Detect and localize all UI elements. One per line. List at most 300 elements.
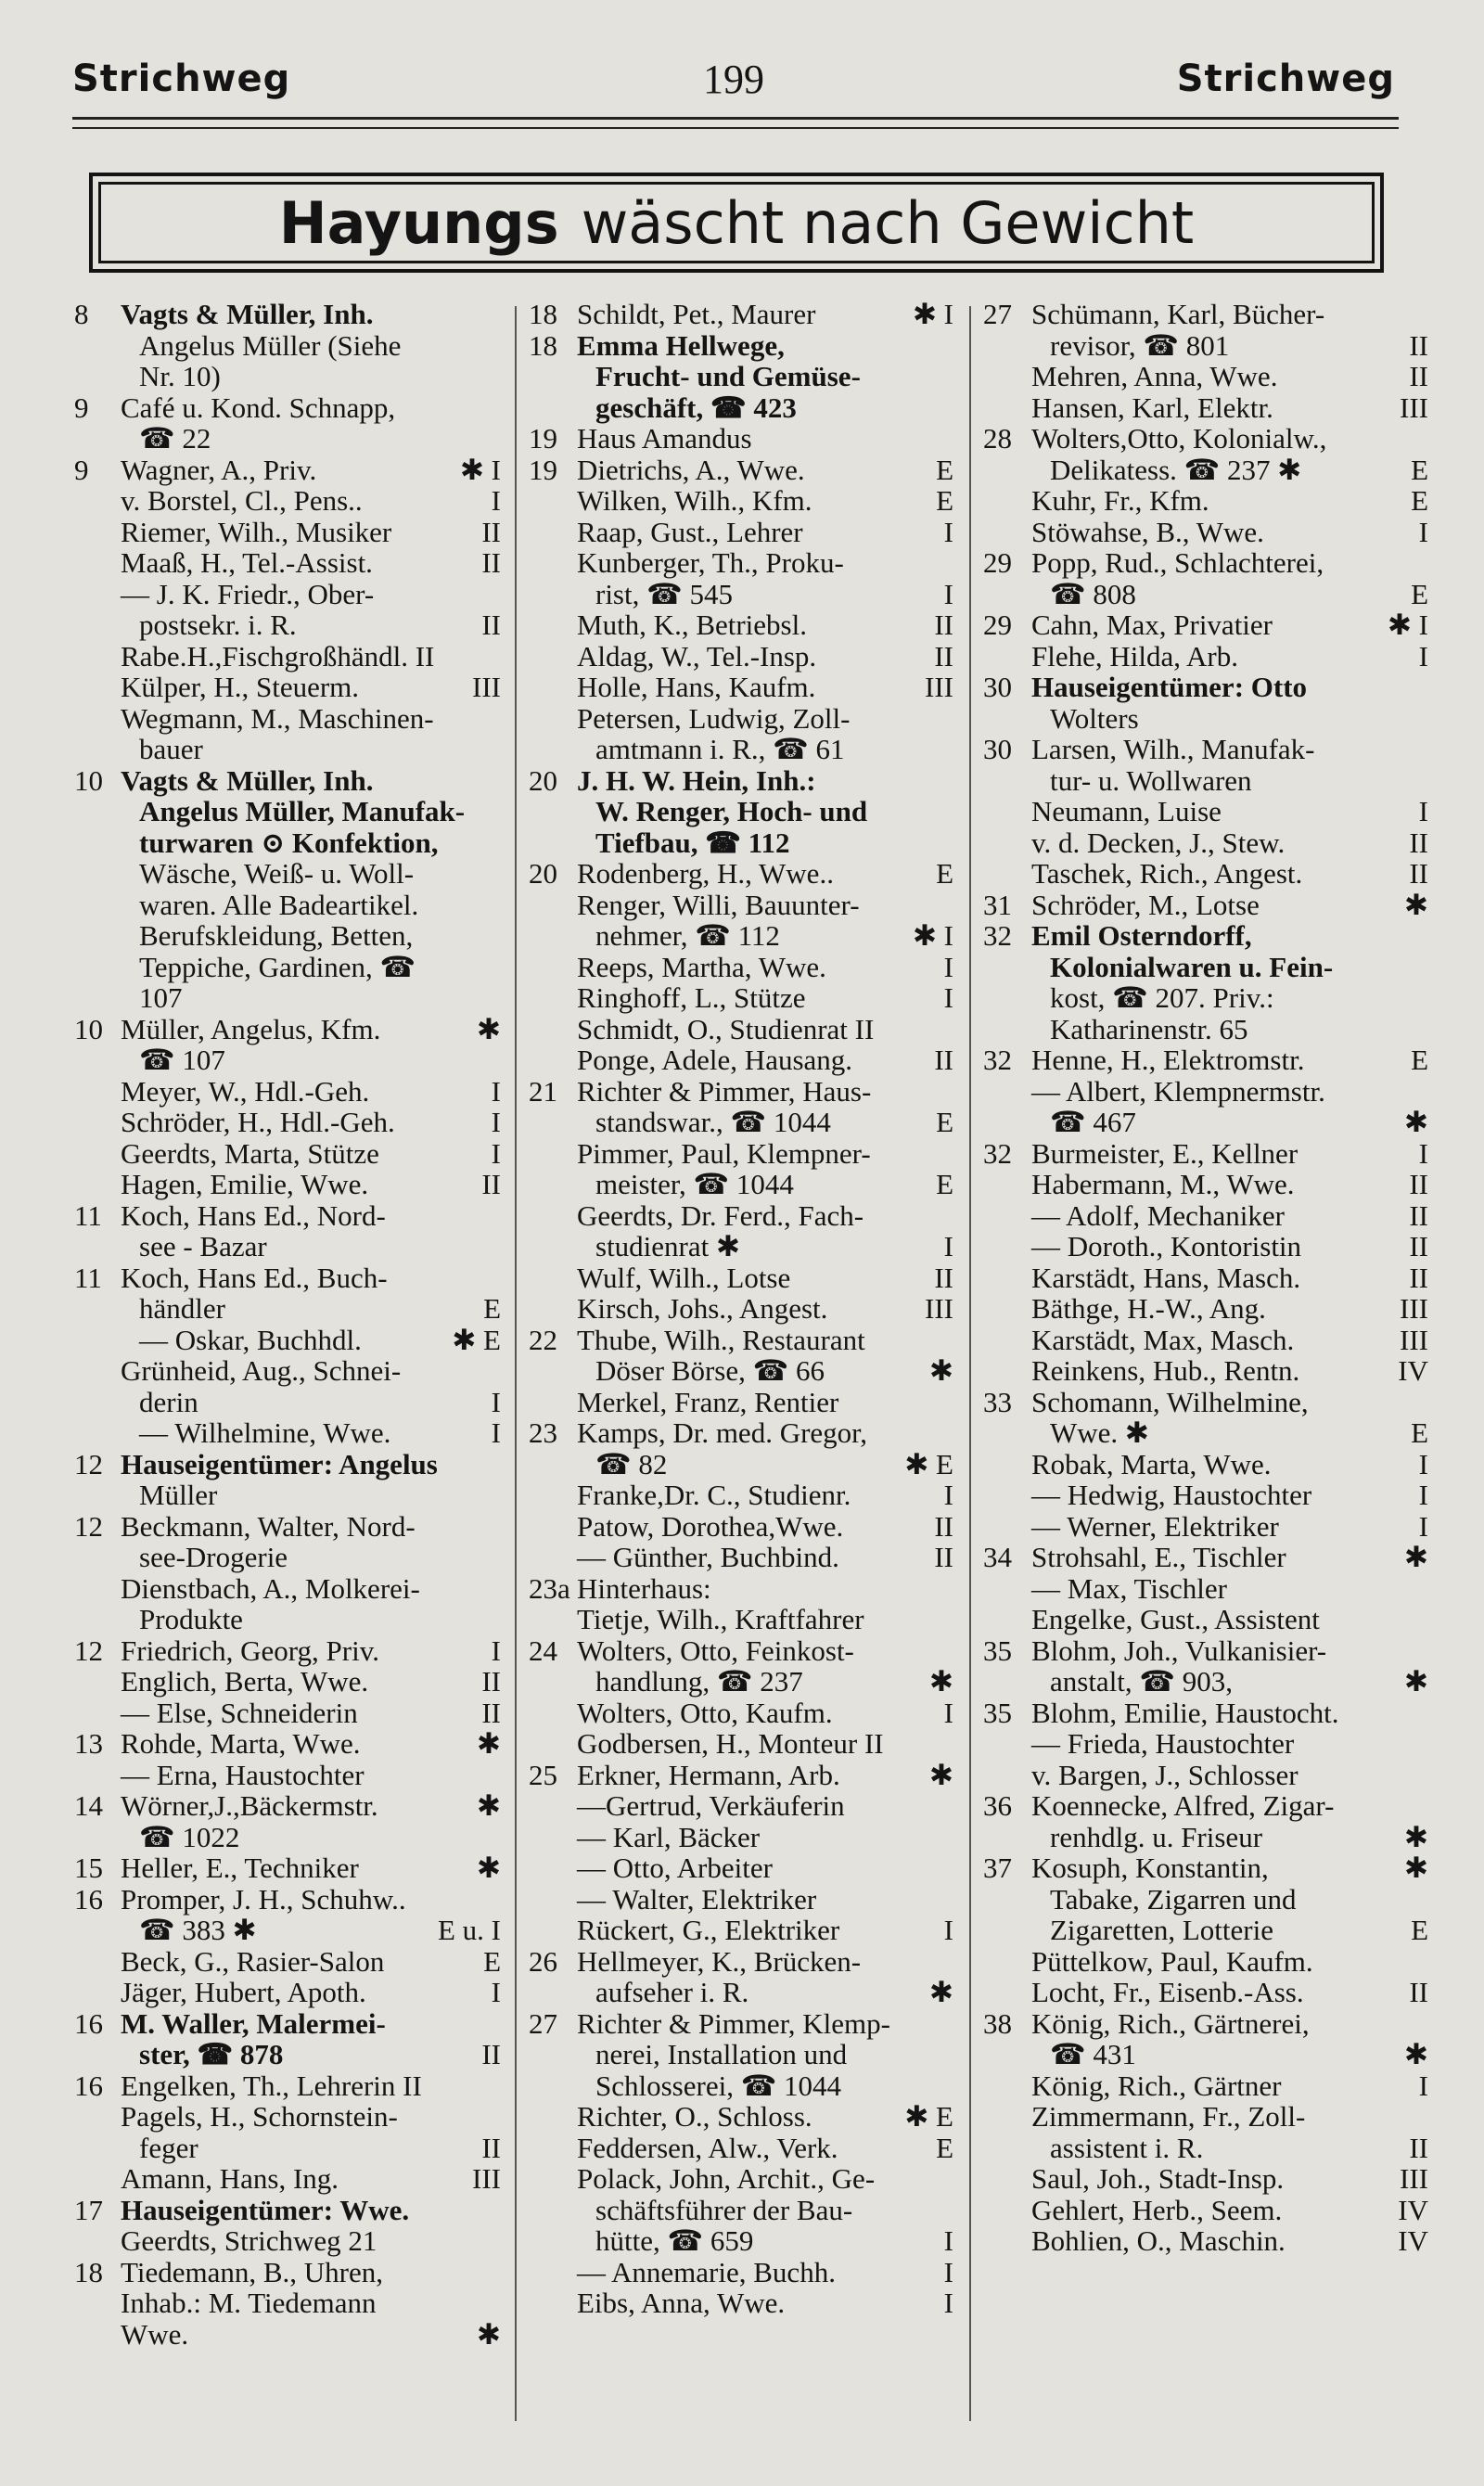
directory-entry-line xyxy=(74,703,501,735)
resident-entry: Wolters,Otto, Kolonialw., xyxy=(1031,422,1327,455)
house-number: 37 xyxy=(983,1852,1012,1884)
directory-entry-line xyxy=(529,2225,953,2257)
directory-entry-line xyxy=(74,1449,501,1480)
resident-entry: — Werner, Elektriker xyxy=(1031,1509,1279,1543)
resident-entry: Habermann, M., Wwe. xyxy=(1031,1168,1295,1200)
resident-entry: Saul, Joh., Stadt-Insp. xyxy=(1031,2162,1285,2195)
resident-entry: Richter & Pimmer, Haus- xyxy=(577,1074,872,1108)
floor-marker: I xyxy=(1418,795,1428,827)
directory-entry-line xyxy=(983,1449,1428,1480)
directory-entry-line xyxy=(983,1822,1428,1853)
ad-slogan: wäscht nach Gewicht xyxy=(581,188,1195,257)
directory-entry-line xyxy=(529,1946,953,1978)
house-number: 32 xyxy=(983,1044,1012,1076)
directory-entry-line xyxy=(983,1760,1428,1791)
house-number: 32 xyxy=(983,1136,1012,1170)
resident-entry: Ponge, Adele, Hausang. xyxy=(577,1044,853,1076)
resident-entry: Hansen, Karl, Elektr. xyxy=(1031,391,1273,424)
resident-entry: Rabe.H.,Fischgroßhändl. II xyxy=(121,639,435,673)
resident-entry: —Gertrud, Verkäuferin xyxy=(577,1789,845,1822)
directory-entry-line xyxy=(529,641,953,673)
directory-entry-line xyxy=(529,982,953,1014)
resident-entry: Wolters xyxy=(1050,701,1139,735)
house-number: 30 xyxy=(983,671,1012,703)
directory-entry-line xyxy=(74,765,501,797)
directory-entry-line xyxy=(74,672,501,703)
floor-marker: ✱ xyxy=(929,1758,953,1791)
resident-entry: ☎ 431 xyxy=(1050,2038,1136,2070)
directory-column-1 xyxy=(74,299,501,2469)
floor-marker: ✱ xyxy=(1404,1852,1428,1884)
directory-entry-line xyxy=(529,1790,953,1822)
resident-entry: Tiedemann, B., Uhren, xyxy=(121,2255,383,2288)
resident-entry: Inhab.: M. Tiedemann xyxy=(121,2287,377,2319)
directory-column-2 xyxy=(529,299,953,2469)
resident-entry: Pagels, H., Schornstein- xyxy=(121,2100,398,2133)
house-number: 18 xyxy=(529,298,557,330)
header-rule xyxy=(72,117,1399,120)
directory-entry-line xyxy=(74,1977,501,2008)
directory-entry-line xyxy=(983,920,1428,952)
house-number: 31 xyxy=(983,888,1012,921)
floor-marker: I xyxy=(1418,515,1428,548)
floor-marker: IV xyxy=(1398,1354,1428,1387)
resident-entry: ster, ☎ 878 xyxy=(139,2038,284,2070)
floor-marker: ✱ xyxy=(1404,888,1428,921)
directory-entry-line xyxy=(983,547,1428,579)
directory-entry-line xyxy=(529,1511,953,1543)
house-number: 15 xyxy=(74,1852,103,1884)
directory-entry-line xyxy=(529,2163,953,2195)
resident-entry: Kirsch, Johs., Angest. xyxy=(577,1292,828,1325)
directory-entry-line xyxy=(529,1666,953,1698)
resident-entry: Dienstbach, A., Molkerei- xyxy=(121,1571,420,1605)
resident-entry: Wilken, Wilh., Kfm. xyxy=(577,484,812,517)
directory-entry-line xyxy=(983,1666,1428,1698)
directory-entry-line xyxy=(74,1169,501,1200)
resident-entry: Renger, Willi, Bauunter- xyxy=(577,888,860,921)
house-number: 20 xyxy=(529,857,557,890)
resident-entry: waren. Alle Badeartikel. xyxy=(139,888,419,921)
directory-entry-line xyxy=(983,361,1428,392)
resident-entry: Külper, H., Steuerm. xyxy=(121,671,360,703)
floor-marker: I xyxy=(943,2287,953,2319)
resident-entry: Reeps, Martha, Wwe. xyxy=(577,950,826,983)
directory-entry-line xyxy=(983,952,1428,983)
directory-entry-line xyxy=(983,1107,1428,1138)
resident-entry: bauer xyxy=(139,733,203,765)
resident-entry: Emil Osterndorff, xyxy=(1031,919,1252,952)
house-number: 23a xyxy=(529,1571,570,1605)
house-number: 11 xyxy=(74,1198,102,1232)
directory-entry-line xyxy=(74,1044,501,1076)
resident-entry: Henne, H., Elektromstr. xyxy=(1031,1044,1305,1076)
directory-entry-line xyxy=(529,1325,953,1356)
house-number: 11 xyxy=(74,1261,102,1294)
resident-entry: Wwe. xyxy=(121,2317,189,2351)
directory-entry-line xyxy=(983,1014,1428,1045)
resident-entry: Bohlien, O., Maschin. xyxy=(1031,2224,1286,2257)
floor-marker: ✱ E xyxy=(904,1447,953,1480)
floor-marker: ✱ I xyxy=(1387,609,1428,641)
directory-entry-line xyxy=(74,1355,501,1387)
directory-entry-line xyxy=(74,1417,501,1449)
resident-entry: Schlosserei, ☎ 1044 xyxy=(595,2069,842,2102)
resident-entry: standswar., ☎ 1044 xyxy=(595,1106,831,1138)
directory-entry-line xyxy=(529,1480,953,1511)
house-number: 34 xyxy=(983,1541,1012,1573)
directory-entry-line xyxy=(983,2070,1428,2102)
floor-marker: II xyxy=(1409,1976,1428,2008)
directory-entry-line xyxy=(529,1728,953,1760)
house-number: 17 xyxy=(74,2193,103,2226)
floor-marker: III xyxy=(472,671,501,703)
directory-entry-line xyxy=(529,2070,953,2102)
house-number: 10 xyxy=(74,1012,103,1045)
directory-entry-line xyxy=(529,1138,953,1170)
resident-entry: Richter, O., Schloss. xyxy=(577,2100,812,2133)
floor-marker: II xyxy=(481,1696,501,1729)
resident-entry: Engelke, Gust., Assistent xyxy=(1031,1603,1320,1635)
directory-entry-line xyxy=(983,1169,1428,1200)
floor-marker: I xyxy=(491,1634,501,1667)
directory-entry-line xyxy=(983,1604,1428,1635)
directory-entry-line xyxy=(983,330,1428,362)
directory-entry-line xyxy=(529,2257,953,2288)
resident-entry: Emma Hellwege, xyxy=(577,328,785,362)
resident-entry: Stöwahse, B., Wwe. xyxy=(1031,515,1264,548)
directory-entry-line xyxy=(983,485,1428,517)
directory-entry-line xyxy=(74,1852,501,1884)
resident-entry: Aldag, W., Tel.-Insp. xyxy=(577,639,817,673)
floor-marker: III xyxy=(925,1292,953,1325)
directory-entry-line xyxy=(529,1417,953,1449)
resident-entry: Maaß, H., Tel.-Assist. xyxy=(121,546,373,579)
directory-entry-line xyxy=(983,1977,1428,2008)
resident-entry: ☎ 808 xyxy=(1050,577,1136,610)
resident-entry: v. d. Decken, J., Stew. xyxy=(1031,826,1286,859)
resident-entry: Müller xyxy=(139,1479,218,1511)
directory-entry-line xyxy=(74,1728,501,1760)
floor-marker: ✱ xyxy=(929,1665,953,1698)
resident-entry: rist, ☎ 545 xyxy=(595,577,733,610)
resident-entry: Tiefbau, ☎ 112 xyxy=(595,826,790,859)
resident-entry: Feddersen, Alw., Verk. xyxy=(577,2131,838,2164)
resident-entry: Schröder, M., Lotse xyxy=(1031,888,1260,921)
directory-entry-line xyxy=(529,1107,953,1138)
directory-entry-line xyxy=(983,579,1428,610)
house-number: 16 xyxy=(74,2069,103,2102)
directory-entry-line xyxy=(74,827,501,859)
resident-entry: turwaren ⊙ Konfektion, xyxy=(139,826,439,859)
resident-entry: — Walter, Elektriker xyxy=(577,1882,817,1916)
directory-entry-line xyxy=(529,361,953,392)
floor-marker: II xyxy=(934,639,953,673)
directory-entry-line xyxy=(74,392,501,424)
directory-entry-line xyxy=(74,952,501,983)
resident-entry: Hauseigentümer: Angelus xyxy=(121,1447,438,1480)
directory-entry-line xyxy=(529,2287,953,2319)
directory-entry-line xyxy=(74,1014,501,1045)
advertisement-banner xyxy=(89,173,1384,273)
floor-marker: E u. I xyxy=(437,1914,501,1946)
directory-entry-line xyxy=(529,1915,953,1946)
resident-entry: Richter & Pimmer, Klemp- xyxy=(577,2006,890,2040)
directory-entry-line xyxy=(529,1852,953,1884)
floor-marker: E xyxy=(936,2131,953,2164)
house-number: 18 xyxy=(529,328,557,362)
directory-entry-line xyxy=(983,1915,1428,1946)
resident-entry: — Doroth., Kontoristin xyxy=(1031,1230,1302,1262)
floor-marker: I xyxy=(943,1696,953,1729)
floor-marker: I xyxy=(1418,1509,1428,1543)
resident-entry: händler xyxy=(139,1292,225,1325)
directory-entry-line xyxy=(983,2008,1428,2040)
directory-entry-line xyxy=(529,920,953,952)
directory-entry-line xyxy=(529,547,953,579)
directory-entry-line xyxy=(983,2039,1428,2070)
resident-entry: Zimmermann, Fr., Zoll- xyxy=(1031,2100,1306,2133)
floor-marker: I xyxy=(491,1385,501,1418)
floor-marker: ✱ xyxy=(1404,1820,1428,1853)
house-number: 35 xyxy=(983,1634,1012,1667)
resident-entry: ☎ 383 ✱ xyxy=(139,1914,257,1946)
directory-entry-line xyxy=(983,1790,1428,1822)
directory-entry-line xyxy=(983,858,1428,890)
resident-entry: Tietje, Wilh., Kraftfahrer xyxy=(577,1603,864,1635)
resident-entry: — Adolf, Mechaniker xyxy=(1031,1198,1285,1232)
directory-entry-line xyxy=(74,2287,501,2319)
house-number: 32 xyxy=(983,919,1012,952)
directory-entry-line xyxy=(983,455,1428,486)
floor-marker: ✱ xyxy=(477,1727,501,1760)
directory-entry-line xyxy=(983,1698,1428,1729)
directory-entry-line xyxy=(529,517,953,548)
floor-marker: I xyxy=(943,577,953,610)
directory-entry-line xyxy=(529,1542,953,1573)
floor-marker: E xyxy=(1411,453,1428,486)
floor-marker: E xyxy=(936,1168,953,1200)
resident-entry: Teppiche, Gardinen, ☎ xyxy=(139,950,416,983)
resident-entry: Erkner, Hermann, Arb. xyxy=(577,1758,840,1791)
resident-entry: postsekr. i. R. xyxy=(139,609,297,641)
house-number: 21 xyxy=(529,1074,557,1108)
directory-entry-line xyxy=(74,1946,501,1978)
directory-entry-line xyxy=(983,1728,1428,1760)
directory-entry-line xyxy=(983,1573,1428,1605)
floor-marker: E xyxy=(483,1944,501,1978)
directory-entry-line xyxy=(74,1604,501,1635)
directory-entry-line xyxy=(74,1200,501,1232)
directory-entry-line xyxy=(983,1480,1428,1511)
floor-marker: IV xyxy=(1398,2224,1428,2257)
resident-entry: — Max, Tischler xyxy=(1031,1571,1227,1605)
resident-entry: handlung, ☎ 237 xyxy=(595,1665,803,1698)
resident-entry: Delikatess. ☎ 237 ✱ xyxy=(1050,453,1302,486)
floor-marker: II xyxy=(1409,1168,1428,1200)
directory-entry-line xyxy=(74,890,501,921)
floor-marker: I xyxy=(943,950,953,983)
resident-entry: Wörner,J.,Bäckermstr. xyxy=(121,1789,378,1822)
house-number: 29 xyxy=(983,609,1012,641)
floor-marker: I xyxy=(1418,1136,1428,1170)
directory-entry-line xyxy=(74,641,501,673)
resident-entry: 107 xyxy=(139,981,183,1014)
floor-marker: III xyxy=(472,2162,501,2195)
directory-entry-line xyxy=(983,1262,1428,1294)
directory-entry-line xyxy=(529,858,953,890)
directory-entry-line xyxy=(983,827,1428,859)
resident-entry: Riemer, Wilh., Musiker xyxy=(121,515,392,548)
floor-marker: I xyxy=(943,2255,953,2288)
directory-entry-line xyxy=(983,1138,1428,1170)
floor-marker: ✱ I xyxy=(912,919,953,952)
resident-entry: Vagts & Müller, Inh. xyxy=(121,298,374,330)
house-number: 36 xyxy=(983,1789,1012,1822)
resident-entry: ☎ 22 xyxy=(139,422,211,455)
directory-entry-line xyxy=(983,1076,1428,1108)
floor-marker: II xyxy=(481,1168,501,1200)
directory-entry-line xyxy=(74,2008,501,2040)
directory-entry-line xyxy=(529,1822,953,1853)
resident-entry: Gehlert, Herb., Seem. xyxy=(1031,2193,1283,2226)
resident-entry: — Hedwig, Haustochter xyxy=(1031,1479,1312,1511)
running-head xyxy=(72,54,1395,109)
resident-entry: Angelus Müller, Manufak- xyxy=(139,795,466,827)
floor-marker: II xyxy=(1409,1261,1428,1294)
resident-entry: Karstädt, Hans, Masch. xyxy=(1031,1261,1301,1294)
directory-entry-line xyxy=(74,2070,501,2102)
resident-entry: Schildt, Pet., Maurer xyxy=(577,298,816,330)
directory-entry-line xyxy=(529,827,953,859)
resident-entry: Ringhoff, L., Stütze xyxy=(577,981,806,1014)
directory-entry-line xyxy=(529,392,953,424)
resident-entry: Wegmann, M., Maschinen- xyxy=(121,701,434,735)
resident-entry: — Otto, Arbeiter xyxy=(577,1852,773,1884)
directory-entry-line xyxy=(74,1293,501,1325)
resident-entry: amtmann i. R., ☎ 61 xyxy=(595,733,845,765)
directory-entry-line xyxy=(983,1355,1428,1387)
directory-entry-line xyxy=(74,1231,501,1262)
advertisement-frame xyxy=(98,182,1375,263)
resident-entry: Café u. Kond. Schnapp, xyxy=(121,391,396,424)
resident-entry: nehmer, ☎ 112 xyxy=(595,919,780,952)
directory-entry-line xyxy=(983,765,1428,797)
directory-entry-line xyxy=(529,1977,953,2008)
floor-marker: I xyxy=(943,1914,953,1946)
floor-marker: ✱ xyxy=(477,1852,501,1884)
directory-entry-line xyxy=(74,1635,501,1667)
directory-entry-line xyxy=(74,858,501,890)
directory-entry-line xyxy=(529,579,953,610)
directory-entry-line xyxy=(529,1355,953,1387)
directory-entry-line xyxy=(529,2101,953,2133)
resident-entry: Rückert, G., Elektriker xyxy=(577,1914,840,1946)
resident-entry: Karstädt, Max, Masch. xyxy=(1031,1323,1295,1356)
directory-entry-line xyxy=(529,1884,953,1916)
floor-marker: III xyxy=(925,671,953,703)
house-number: 12 xyxy=(74,1634,103,1667)
directory-entry-line xyxy=(983,982,1428,1014)
directory-entry-line xyxy=(74,2257,501,2288)
resident-entry: Geerdts, Marta, Stütze xyxy=(121,1136,379,1170)
directory-entry-line xyxy=(983,1293,1428,1325)
directory-entry-line xyxy=(74,1698,501,1729)
resident-entry: Thube, Wilh., Restaurant xyxy=(577,1323,865,1356)
resident-entry: Dietrichs, A., Wwe. xyxy=(577,453,805,486)
resident-entry: — Oskar, Buchhdl. xyxy=(139,1323,362,1356)
directory-entry-line xyxy=(529,1293,953,1325)
directory-entry-line xyxy=(983,734,1428,765)
directory-entry-line xyxy=(74,920,501,952)
directory-entry-line xyxy=(74,2039,501,2070)
directory-entry-line xyxy=(74,1138,501,1170)
resident-entry: Flehe, Hilda, Arb. xyxy=(1031,639,1238,673)
resident-entry: Koch, Hans Ed., Buch- xyxy=(121,1261,388,1294)
directory-entry-line xyxy=(983,1200,1428,1232)
resident-entry: Hauseigentümer: Otto xyxy=(1031,671,1308,703)
resident-entry: — J. K. Friedr., Ober- xyxy=(121,577,375,610)
resident-entry: Schröder, H., Hdl.-Geh. xyxy=(121,1106,395,1138)
resident-entry: revisor, ☎ 801 xyxy=(1050,328,1230,362)
directory-entry-line xyxy=(529,485,953,517)
resident-entry: Schomann, Wilhelmine, xyxy=(1031,1385,1309,1418)
resident-entry: ☎ 1022 xyxy=(139,1820,240,1853)
floor-marker: ✱ xyxy=(1404,1665,1428,1698)
resident-entry: Beckmann, Walter, Nord- xyxy=(121,1509,416,1543)
floor-marker: I xyxy=(491,1106,501,1138)
floor-marker: II xyxy=(1409,328,1428,362)
resident-entry: kost, ☎ 207. Priv.: xyxy=(1050,981,1274,1014)
resident-entry: Wäsche, Weiß- u. Woll- xyxy=(139,857,415,890)
directory-entry-line xyxy=(983,392,1428,424)
floor-marker: II xyxy=(934,1261,953,1294)
house-number: 8 xyxy=(74,298,89,330)
directory-entry-line xyxy=(983,609,1428,641)
resident-entry: Patow, Dorothea,Wwe. xyxy=(577,1509,844,1543)
directory-entry-line xyxy=(74,734,501,765)
floor-marker: III xyxy=(1400,1292,1428,1325)
resident-entry: Blohm, Joh., Vulkanisier- xyxy=(1031,1634,1327,1667)
resident-entry: Pimmer, Paul, Klempner- xyxy=(577,1136,871,1170)
floor-marker: ✱ xyxy=(477,1789,501,1822)
ad-brand-name: Hayungs xyxy=(278,188,559,257)
resident-entry: Tabake, Zigarren und xyxy=(1050,1882,1297,1916)
resident-entry: Grünheid, Aug., Schnei- xyxy=(121,1354,402,1387)
directory-entry-line xyxy=(529,1573,953,1605)
directory-entry-line xyxy=(74,1387,501,1418)
directory-entry-line xyxy=(529,1014,953,1045)
resident-entry: Hellmeyer, K., Brücken- xyxy=(577,1944,862,1978)
floor-marker: II xyxy=(481,1665,501,1698)
house-number: 38 xyxy=(983,2006,1012,2040)
house-number: 27 xyxy=(983,298,1012,330)
resident-entry: Engelken, Th., Lehrerin II xyxy=(121,2069,422,2102)
floor-marker: II xyxy=(481,2131,501,2164)
house-number: 23 xyxy=(529,1416,557,1449)
floor-marker: ✱ xyxy=(477,1012,501,1045)
floor-marker: I xyxy=(1418,639,1428,673)
directory-entry-line xyxy=(529,1262,953,1294)
directory-entry-line xyxy=(529,423,953,455)
floor-marker: II xyxy=(934,609,953,641)
resident-entry: aufseher i. R. xyxy=(595,1976,749,2008)
resident-entry: Kunberger, Th., Proku- xyxy=(577,546,844,579)
resident-entry: hütte, ☎ 659 xyxy=(595,2224,754,2257)
resident-entry: M. Waller, Malermei- xyxy=(121,2006,386,2040)
resident-entry: Koennecke, Alfred, Zigar- xyxy=(1031,1789,1335,1822)
directory-entry-line xyxy=(529,330,953,362)
